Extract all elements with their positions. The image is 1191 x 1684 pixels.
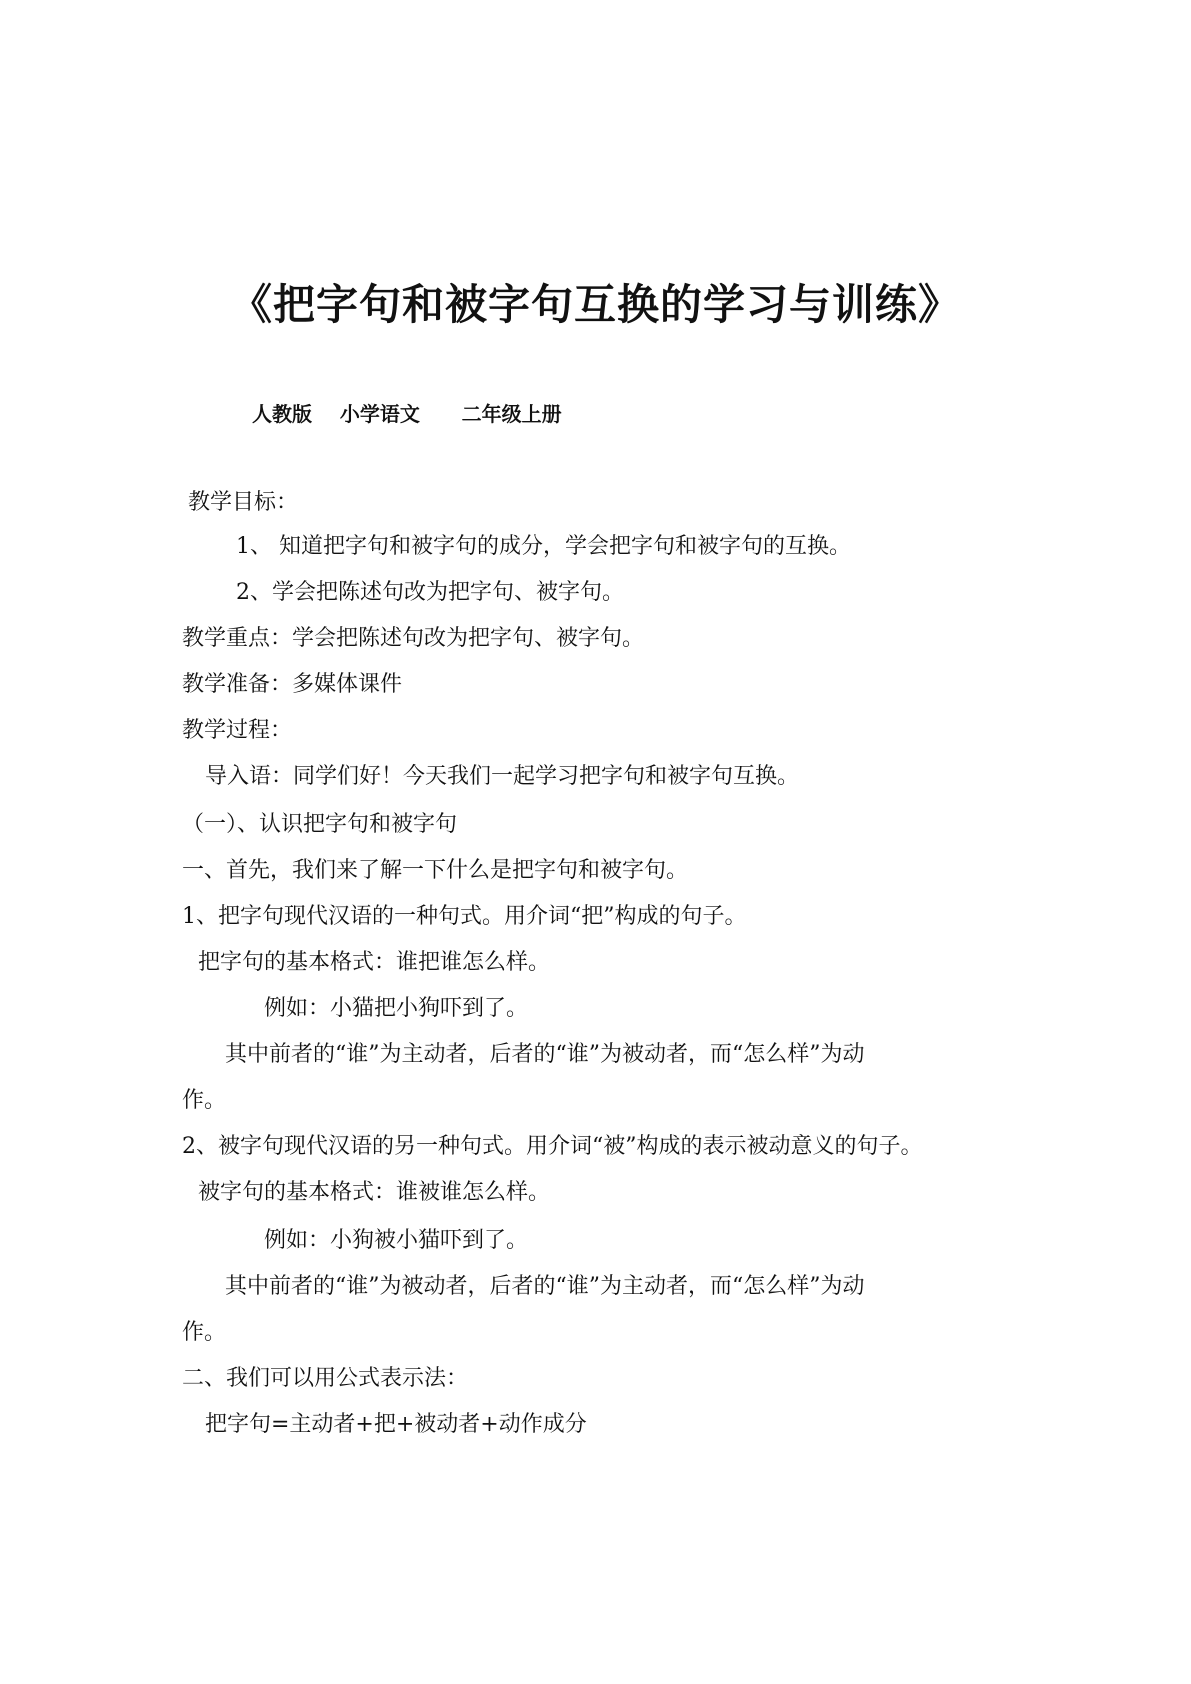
paragraph: 其中前者的“谁”为主动者，后者的“谁”为被动者，而“怎么样”为动 — [225, 1042, 865, 1067]
formula-line: 把字句=主动者+把+被动者+动作成分 — [205, 1412, 587, 1437]
section-heading-objectives: 教学目标： — [188, 490, 299, 515]
example-line: 例如：小猫把小狗吓到了。 — [264, 996, 529, 1021]
document-subtitle: 人教版 小学语文 二年级上册 — [252, 402, 562, 426]
teaching-preparation: 教学准备：多媒体课件 — [182, 672, 403, 697]
objective-item: 1、 知道把字句和被字句的成分，学会把字句和被字句的互换。 — [236, 534, 851, 559]
intro-paragraph: 导入语：同学们好！今天我们一起学习把字句和被字句互换。 — [205, 764, 800, 789]
document-title: 《把字句和被字句互换的学习与训练》 — [229, 280, 961, 329]
paragraph: 其中前者的“谁”为被动者，后者的“谁”为主动者，而“怎么样”为动 — [225, 1274, 865, 1299]
paragraph: 2、被字句现代汉语的另一种句式。用介词“被”构成的表示被动意义的句子。 — [182, 1134, 923, 1159]
objective-item: 2、学会把陈述句改为把字句、被字句。 — [236, 580, 624, 605]
subsection-heading: （一）、认识把字句和被字句 — [182, 812, 458, 837]
section-heading-process: 教学过程： — [182, 718, 293, 743]
paragraph: 1、把字句现代汉语的一种句式。用介词“把”构成的句子。 — [182, 904, 747, 929]
paragraph: 二、我们可以用公式表示法： — [182, 1366, 469, 1391]
paragraph: 把字句的基本格式：谁把谁怎么样。 — [198, 950, 551, 975]
teaching-focus: 教学重点：学会把陈述句改为把字句、被字句。 — [182, 626, 645, 651]
paragraph-continuation: 作。 — [182, 1088, 227, 1113]
example-line: 例如：小狗被小猫吓到了。 — [264, 1228, 529, 1253]
paragraph: 被字句的基本格式：谁被谁怎么样。 — [198, 1180, 551, 1205]
paragraph: 一、首先，我们来了解一下什么是把字句和被字句。 — [182, 858, 689, 883]
paragraph-continuation: 作。 — [182, 1320, 227, 1345]
